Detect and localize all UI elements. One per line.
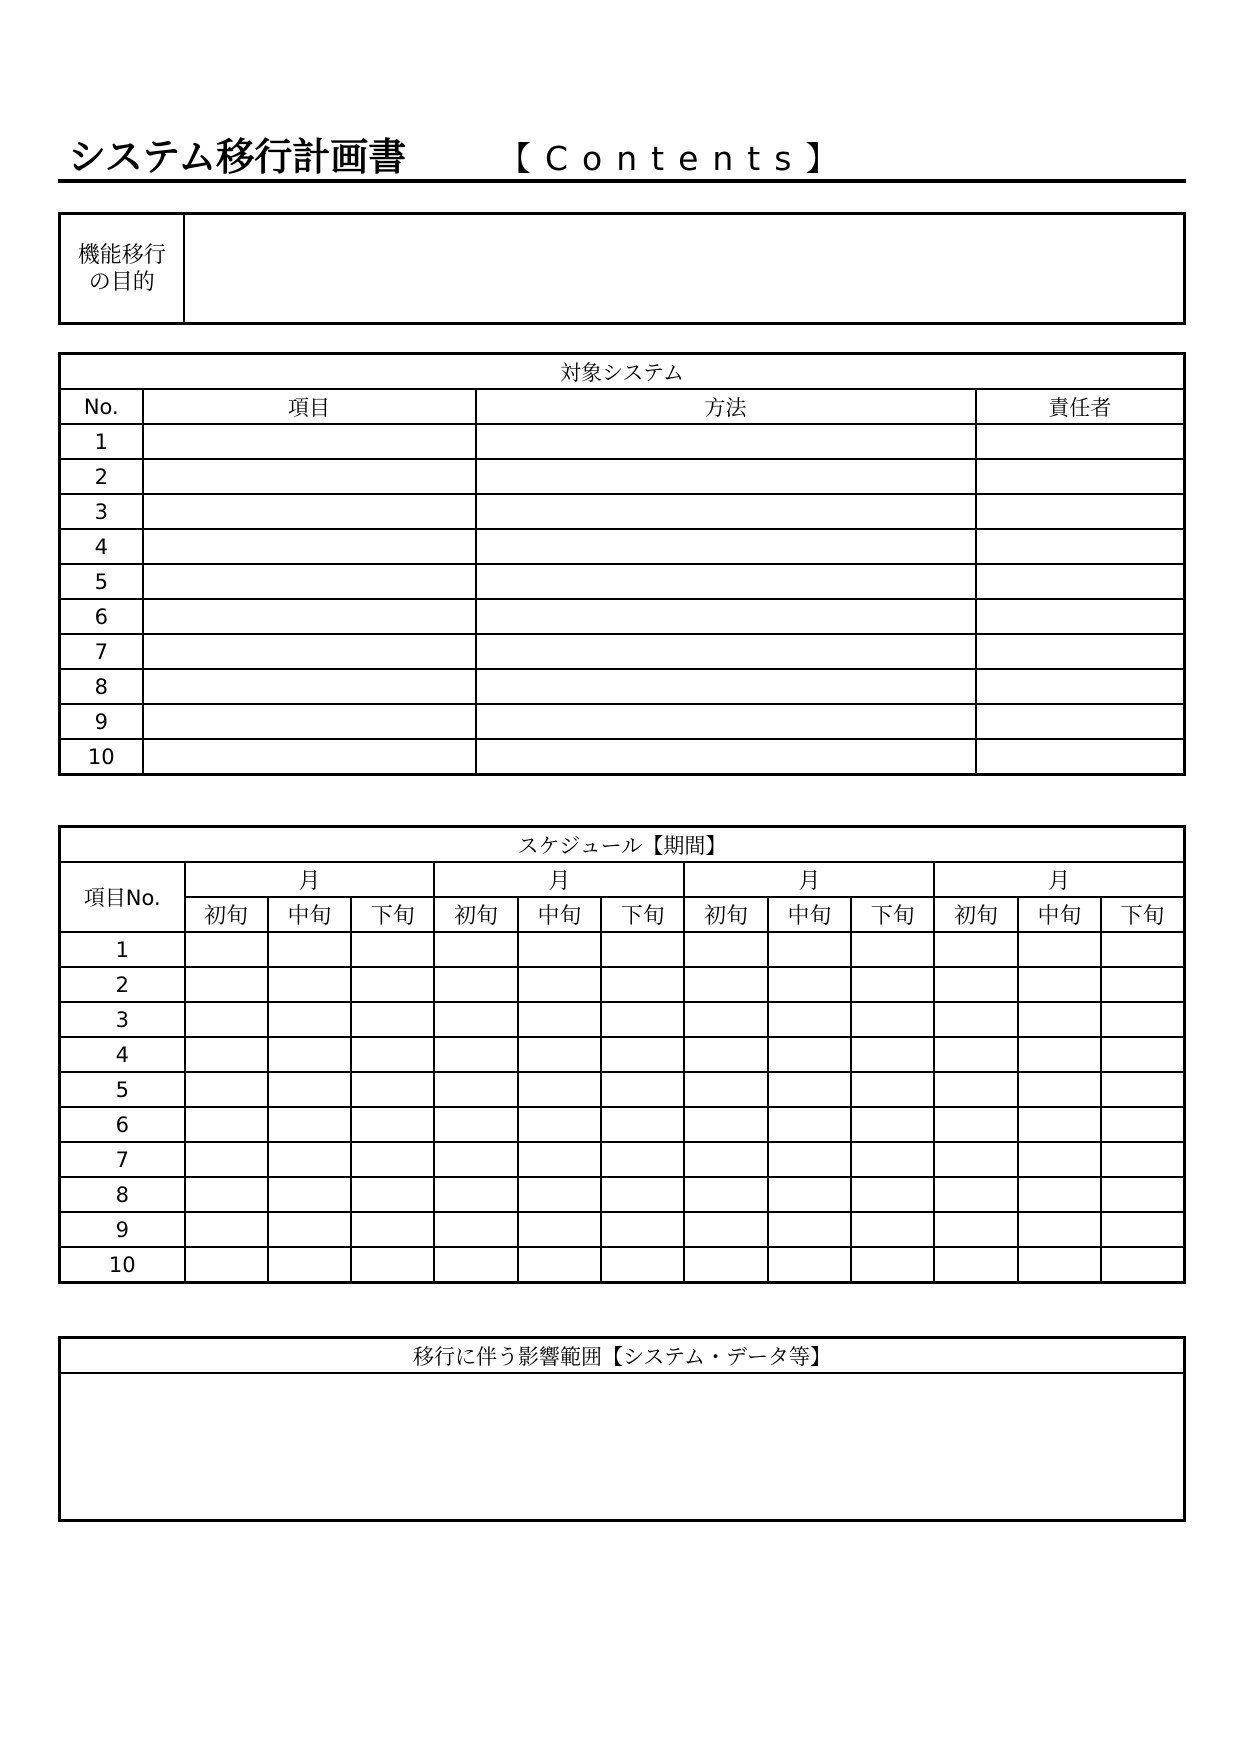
schedule-cell[interactable] (268, 1142, 351, 1177)
schedule-cell[interactable] (934, 1177, 1017, 1212)
schedule-table (58, 825, 1186, 1284)
schedule-cell[interactable] (684, 967, 767, 1002)
schedule-cell[interactable] (185, 967, 268, 1002)
schedule-cell[interactable] (185, 1107, 268, 1142)
schedule-cell[interactable] (851, 1037, 934, 1072)
schedule-cell[interactable] (185, 1002, 268, 1037)
schedule-cell[interactable] (1018, 1107, 1101, 1142)
schedule-cell[interactable] (684, 1072, 767, 1107)
schedule-cell[interactable] (518, 1107, 601, 1142)
schedule-cell[interactable] (768, 1107, 851, 1142)
schedule-cell[interactable] (1101, 1247, 1184, 1283)
schedule-cell[interactable] (268, 932, 351, 967)
schedule-cell[interactable] (351, 1107, 434, 1142)
owner-cell[interactable] (976, 704, 1185, 739)
schedule-cell[interactable] (1018, 967, 1101, 1002)
impact-table (58, 1336, 1186, 1522)
row-number: 4 (60, 529, 143, 564)
table-row (60, 1107, 1185, 1142)
schedule-cell[interactable] (934, 1037, 1017, 1072)
schedule-cell[interactable] (185, 932, 268, 967)
method-cell[interactable] (476, 739, 976, 775)
column-header-item-no: 項目No. (60, 862, 185, 932)
column-header-item: 項目 (143, 389, 476, 424)
schedule-cell[interactable] (351, 1247, 434, 1283)
owner-cell[interactable] (976, 564, 1185, 599)
method-cell[interactable] (476, 599, 976, 634)
schedule-cell[interactable] (351, 1212, 434, 1247)
target-system-rows (60, 424, 1185, 775)
month-header: 月 (934, 862, 1184, 897)
schedule-rows (60, 932, 1185, 1283)
schedule-cell[interactable] (684, 1177, 767, 1212)
owner-cell[interactable] (976, 459, 1185, 494)
table-row (60, 1072, 1185, 1107)
period-header: 下旬 (851, 897, 934, 932)
schedule-cell[interactable] (768, 967, 851, 1002)
schedule-cell[interactable] (1101, 1072, 1184, 1107)
schedule-cell[interactable] (851, 1002, 934, 1037)
schedule-cell[interactable] (351, 932, 434, 967)
schedule-cell[interactable] (768, 1037, 851, 1072)
schedule-cell[interactable] (934, 967, 1017, 1002)
schedule-cell[interactable] (518, 1247, 601, 1283)
schedule-cell[interactable] (268, 967, 351, 1002)
schedule-cell[interactable] (351, 1072, 434, 1107)
row-number: 3 (60, 494, 143, 529)
method-cell[interactable] (476, 459, 976, 494)
schedule-cell[interactable] (268, 1072, 351, 1107)
item-cell[interactable] (143, 634, 476, 669)
schedule-cell[interactable] (1018, 1002, 1101, 1037)
month-header: 月 (185, 862, 435, 897)
row-number: 4 (60, 1037, 185, 1072)
schedule-cell[interactable] (434, 1212, 517, 1247)
schedule-cell[interactable] (684, 1142, 767, 1177)
month-header: 月 (434, 862, 684, 897)
schedule-cell[interactable] (851, 1212, 934, 1247)
item-cell[interactable] (143, 739, 476, 775)
table-row (60, 1177, 1185, 1212)
schedule-cell[interactable] (768, 1072, 851, 1107)
row-number: 5 (60, 564, 143, 599)
schedule-cell[interactable] (768, 1177, 851, 1212)
row-number: 6 (60, 599, 143, 634)
schedule-cell[interactable] (934, 1247, 1017, 1283)
period-header: 初旬 (684, 897, 767, 932)
schedule-cell[interactable] (1018, 1142, 1101, 1177)
row-number: 9 (60, 1212, 185, 1247)
schedule-cell[interactable] (934, 1142, 1017, 1177)
schedule-cell[interactable] (1018, 1072, 1101, 1107)
table-row (60, 1142, 1185, 1177)
row-number: 10 (60, 739, 143, 775)
schedule-cell[interactable] (434, 967, 517, 1002)
schedule-cell[interactable] (1101, 1037, 1184, 1072)
period-header: 下旬 (601, 897, 684, 932)
target-system-heading: 対象システム (60, 354, 1185, 390)
row-number: 3 (60, 1002, 185, 1037)
purpose-field[interactable] (184, 214, 1185, 324)
schedule-cell[interactable] (768, 1002, 851, 1037)
method-cell[interactable] (476, 564, 976, 599)
schedule-cell[interactable] (851, 1107, 934, 1142)
period-header: 初旬 (185, 897, 268, 932)
purpose-table (58, 212, 1186, 325)
schedule-cell[interactable] (768, 1142, 851, 1177)
schedule-cell[interactable] (351, 1002, 434, 1037)
schedule-cell[interactable] (934, 1212, 1017, 1247)
row-number: 7 (60, 634, 143, 669)
row-number: 2 (60, 459, 143, 494)
purpose-label-text: 機能移行の目的 (77, 242, 166, 295)
schedule-cell[interactable] (851, 1177, 934, 1212)
schedule-cell[interactable] (1101, 1002, 1184, 1037)
schedule-cell[interactable] (268, 1177, 351, 1212)
period-header: 下旬 (1101, 897, 1184, 932)
owner-cell[interactable] (976, 669, 1185, 704)
document-header (58, 135, 1186, 183)
schedule-cell[interactable] (768, 932, 851, 967)
schedule-cell[interactable] (768, 1247, 851, 1283)
schedule-cell[interactable] (434, 1002, 517, 1037)
table-row (60, 564, 1185, 599)
schedule-cell[interactable] (601, 1142, 684, 1177)
schedule-cell[interactable] (601, 1002, 684, 1037)
schedule-cell[interactable] (268, 1247, 351, 1283)
schedule-cell[interactable] (351, 1037, 434, 1072)
schedule-cell[interactable] (1101, 1142, 1184, 1177)
table-row (60, 967, 1185, 1002)
row-number: 9 (60, 704, 143, 739)
period-header: 初旬 (934, 897, 1017, 932)
table-row (60, 739, 1185, 775)
schedule-cell[interactable] (601, 932, 684, 967)
row-number: 8 (60, 669, 143, 704)
schedule-cell[interactable] (934, 1072, 1017, 1107)
column-header-no: No. (60, 389, 143, 424)
schedule-cell[interactable] (684, 1212, 767, 1247)
schedule-cell[interactable] (518, 1142, 601, 1177)
table-row (60, 599, 1185, 634)
table-row (60, 424, 1185, 459)
schedule-cell[interactable] (518, 967, 601, 1002)
schedule-cell[interactable] (684, 1002, 767, 1037)
document-subtitle: 【Contents】 (498, 139, 853, 178)
period-header: 中旬 (518, 897, 601, 932)
method-cell[interactable] (476, 634, 976, 669)
row-number: 7 (60, 1142, 185, 1177)
schedule-cell[interactable] (518, 1212, 601, 1247)
schedule-cell[interactable] (1018, 1177, 1101, 1212)
item-cell[interactable] (143, 459, 476, 494)
table-row (60, 669, 1185, 704)
document-title: システム移行計画書 (68, 135, 407, 179)
schedule-cell[interactable] (851, 1072, 934, 1107)
month-header: 月 (684, 862, 934, 897)
schedule-cell[interactable] (1101, 1107, 1184, 1142)
item-cell[interactable] (143, 704, 476, 739)
schedule-cell[interactable] (601, 1072, 684, 1107)
schedule-cell[interactable] (434, 932, 517, 967)
item-cell[interactable] (143, 424, 476, 459)
schedule-cell[interactable] (601, 1247, 684, 1283)
owner-cell[interactable] (976, 634, 1185, 669)
period-header: 中旬 (768, 897, 851, 932)
period-header: 中旬 (268, 897, 351, 932)
item-cell[interactable] (143, 564, 476, 599)
schedule-cell[interactable] (185, 1037, 268, 1072)
schedule-cell[interactable] (934, 932, 1017, 967)
schedule-cell[interactable] (518, 1177, 601, 1212)
schedule-heading: スケジュール【期間】 (60, 827, 1185, 863)
schedule-cell[interactable] (684, 1107, 767, 1142)
item-cell[interactable] (143, 599, 476, 634)
schedule-cell[interactable] (934, 1002, 1017, 1037)
schedule-cell[interactable] (601, 1107, 684, 1142)
schedule-cell[interactable] (851, 1247, 934, 1283)
schedule-cell[interactable] (1018, 1247, 1101, 1283)
owner-cell[interactable] (976, 599, 1185, 634)
schedule-cell[interactable] (185, 1072, 268, 1107)
schedule-cell[interactable] (268, 1212, 351, 1247)
table-row (60, 459, 1185, 494)
row-number: 8 (60, 1177, 185, 1212)
schedule-cell[interactable] (601, 1177, 684, 1212)
target-system-table (58, 352, 1186, 776)
item-cell[interactable] (143, 494, 476, 529)
method-cell[interactable] (476, 529, 976, 564)
schedule-cell[interactable] (434, 1247, 517, 1283)
owner-cell[interactable] (976, 739, 1185, 775)
schedule-cell[interactable] (185, 1177, 268, 1212)
schedule-cell[interactable] (518, 1072, 601, 1107)
row-number: 1 (60, 424, 143, 459)
row-number: 2 (60, 967, 185, 1002)
schedule-cell[interactable] (268, 1002, 351, 1037)
owner-cell[interactable] (976, 424, 1185, 459)
schedule-cell[interactable] (351, 1177, 434, 1212)
impact-heading: 移行に伴う影響範囲【システム・データ等】 (60, 1338, 1185, 1374)
schedule-cell[interactable] (351, 1142, 434, 1177)
method-cell[interactable] (476, 424, 976, 459)
schedule-cell[interactable] (434, 1072, 517, 1107)
schedule-cell[interactable] (185, 1142, 268, 1177)
table-row (60, 634, 1185, 669)
table-row (60, 494, 1185, 529)
table-row (60, 704, 1185, 739)
schedule-cell[interactable] (601, 967, 684, 1002)
period-header: 初旬 (434, 897, 517, 932)
schedule-cell[interactable] (768, 1212, 851, 1247)
table-row (60, 932, 1185, 967)
table-row (60, 1002, 1185, 1037)
schedule-cell[interactable] (351, 967, 434, 1002)
schedule-cell[interactable] (518, 1002, 601, 1037)
schedule-cell[interactable] (851, 1142, 934, 1177)
schedule-cell[interactable] (268, 1037, 351, 1072)
impact-field[interactable] (60, 1373, 1185, 1521)
schedule-cell[interactable] (268, 1107, 351, 1142)
item-cell[interactable] (143, 529, 476, 564)
schedule-cell[interactable] (1101, 967, 1184, 1002)
schedule-cell[interactable] (1101, 1177, 1184, 1212)
row-number: 10 (60, 1247, 185, 1283)
schedule-cell[interactable] (434, 1037, 517, 1072)
column-header-owner: 責任者 (976, 389, 1185, 424)
schedule-cell[interactable] (1101, 932, 1184, 967)
owner-cell[interactable] (976, 494, 1185, 529)
item-cell[interactable] (143, 669, 476, 704)
method-cell[interactable] (476, 494, 976, 529)
schedule-cell[interactable] (851, 932, 934, 967)
purpose-label (60, 214, 184, 324)
schedule-cell[interactable] (684, 1247, 767, 1283)
method-cell[interactable] (476, 669, 976, 704)
period-header: 中旬 (1018, 897, 1101, 932)
column-header-method: 方法 (476, 389, 976, 424)
row-number: 6 (60, 1107, 185, 1142)
schedule-cell[interactable] (1018, 1212, 1101, 1247)
schedule-cell[interactable] (185, 1247, 268, 1283)
row-number: 1 (60, 932, 185, 967)
method-cell[interactable] (476, 704, 976, 739)
table-row (60, 529, 1185, 564)
table-row (60, 1212, 1185, 1247)
schedule-cell[interactable] (518, 1037, 601, 1072)
schedule-cell[interactable] (851, 967, 934, 1002)
schedule-cell[interactable] (434, 1177, 517, 1212)
schedule-cell[interactable] (1018, 932, 1101, 967)
schedule-cell[interactable] (185, 1212, 268, 1247)
schedule-cell[interactable] (518, 932, 601, 967)
schedule-cell[interactable] (601, 1212, 684, 1247)
row-number: 5 (60, 1072, 185, 1107)
schedule-cell[interactable] (684, 932, 767, 967)
schedule-cell[interactable] (1101, 1212, 1184, 1247)
owner-cell[interactable] (976, 529, 1185, 564)
schedule-cell[interactable] (684, 1037, 767, 1072)
table-row (60, 1247, 1185, 1283)
schedule-cell[interactable] (434, 1107, 517, 1142)
table-row (60, 1037, 1185, 1072)
period-header: 下旬 (351, 897, 434, 932)
schedule-cell[interactable] (434, 1142, 517, 1177)
schedule-cell[interactable] (601, 1037, 684, 1072)
schedule-cell[interactable] (934, 1107, 1017, 1142)
schedule-cell[interactable] (1018, 1037, 1101, 1072)
